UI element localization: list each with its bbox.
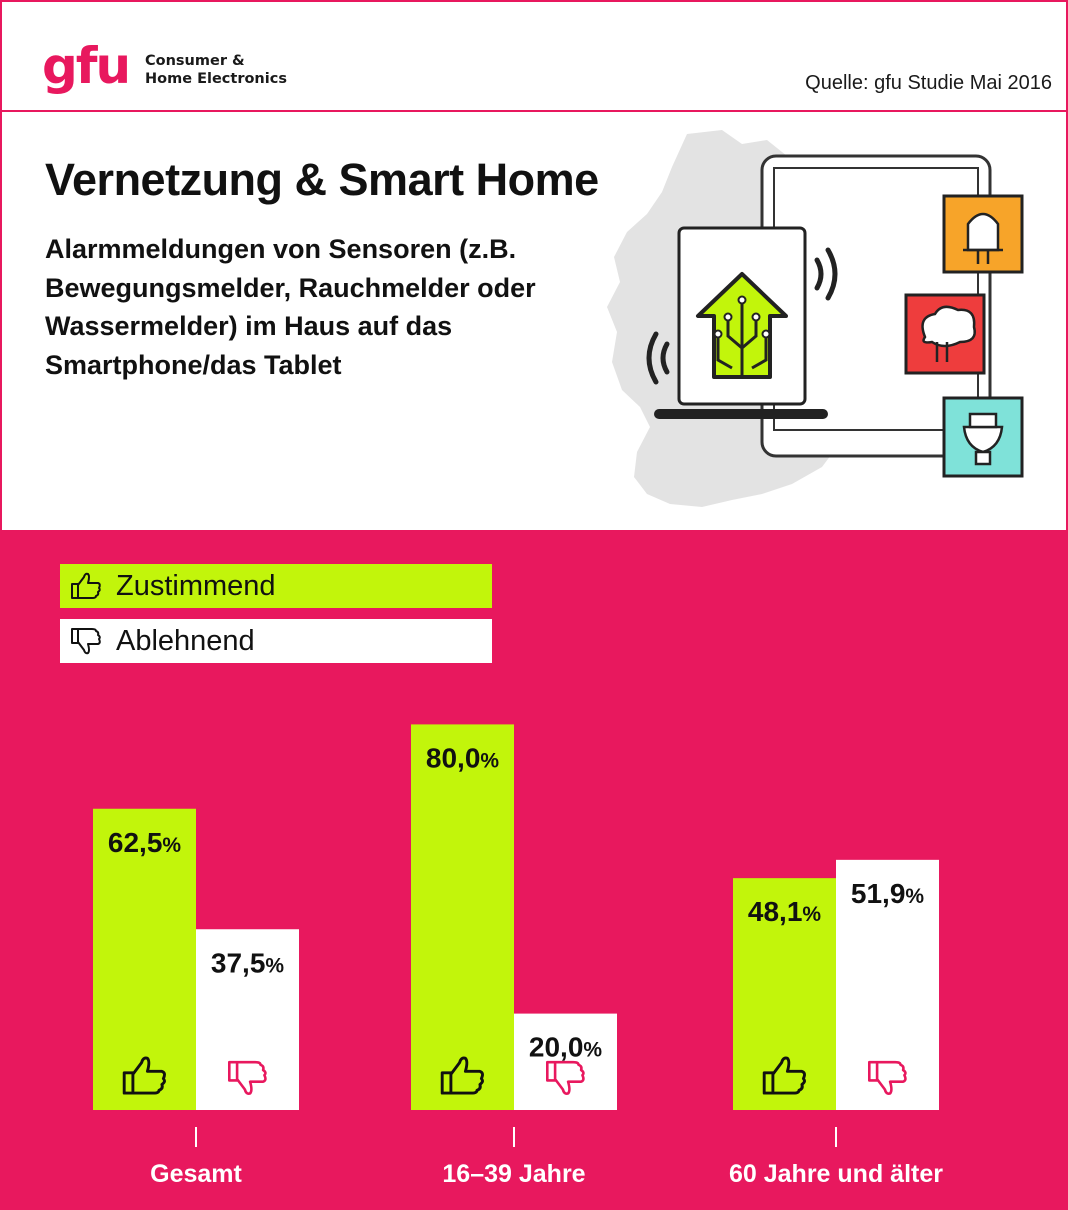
bar-chart <box>2 2 1068 1210</box>
data-label: 48,1% <box>747 896 822 928</box>
data-label: 51,9% <box>850 877 925 909</box>
data-label: 62,5% <box>107 826 182 858</box>
data-label: 80,0% <box>425 742 500 774</box>
logo-tagline-line1: Consumer & <box>145 53 245 69</box>
category-label: 16–39 Jahre <box>442 1160 586 1188</box>
category-label: Gesamt <box>150 1160 242 1188</box>
gfu-logo: gfu <box>42 37 130 95</box>
page-subtitle: Alarmmeldungen von Sensoren (z.B. Bewegungsmelder, Rauchmelder oder Wassermelder) im Haus auf das Smartphone/das Tablet <box>45 234 536 380</box>
data-label: 20,0% <box>528 1031 603 1063</box>
logo-tagline-line2: Home Electronics <box>145 71 287 87</box>
category-label: 60 Jahre und älter <box>729 1160 943 1188</box>
data-label: 37,5% <box>210 947 285 979</box>
source-note: Quelle: gfu Studie Mai 2016 <box>805 72 1052 94</box>
bar-agree <box>411 724 514 1110</box>
legend-label-disagree: Ablehnend <box>116 625 255 657</box>
legend-label-agree: Zustimmend <box>116 570 276 602</box>
page-title: Vernetzung & Smart Home <box>45 154 599 205</box>
